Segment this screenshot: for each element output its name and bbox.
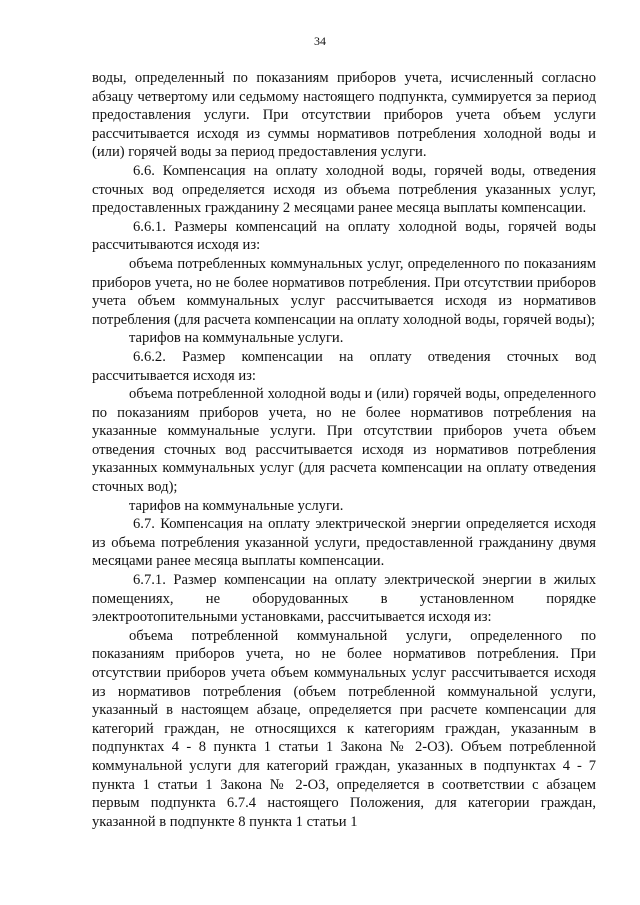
paragraph-6-6-2-volume: объема потребленной холодной воды и (или) горячей воды, определенного по показаниям приборов учета, но не более нормативов потребления на указанные коммунальные услуги. При отсутствии приборов учета объем отведения сточных вод рассчитывается исходя из нормативов потребления указанных коммунальных услуг (для расчета компенсации на оплату отведения сточных вод); [92,386,596,496]
document-body [92,69,596,831]
paragraph-6-7-1-volume: объема потребленной коммунальной услуги, определенного по показаниям приборов учета, но не более нормативов потребления. При отсутствии приборов учета объем коммунальных услуг рассчитывается исходя из нормативов потребления (объем потребленной коммунальной услуги, указанный в настоящем абзаце, определяется при расчете компенсации для категорий граждан, не относящихся к категориям граждан, указанным в подпунктах 4 - 8 пункта 1 статьи 1 Закона № 2-ОЗ). Объем потребленной коммунальной услуги для категорий граждан, указанных в подпунктах 4 - 7 пункта 1 статьи 1 Закона № 2-ОЗ, определяется в соответствии с абзацем первым подпункта 6.7.4 настоящего Положения, для категории граждан, указанной в подпункте 8 пункта 1 статьи 1 [92,627,596,830]
paragraph-6-6-2-tariffs: тарифов на коммунальные услуги. [129,497,344,514]
paragraph-6-6-1: 6.6.1. Размеры компенсаций на оплату холодной воды, горячей воды рассчитываются исходя из: [92,218,596,254]
paragraph-6-6-1-volume: объема потребленных коммунальных услуг, определенного по показаниям приборов учета, но не более нормативов потребления. При отсутствии приборов учета объем коммунальных услуг рассчитывается исходя из нормативов потребления (для расчета компенсации на оплату холодной воды, горячей воды); [92,255,596,328]
paragraph-6-6-2: 6.6.2. Размер компенсации на оплату отведения сточных вод рассчитывается исходя из: [92,348,596,384]
page-number: 34 [314,34,326,48]
paragraph-6-7-1: 6.7.1. Размер компенсации на оплату электрической энергии в жилых помещениях, не оборудованных в установленном порядке электроотопительными установками, рассчитывается исходя из: [92,572,596,626]
paragraph-6-6-1-tariffs: тарифов на коммунальные услуги. [129,330,344,347]
paragraph-continuation: воды, определенный по показаниям приборов учета, исчисленный согласно абзацу четвертому или седьмому настоящего подпункта, суммируется за период предоставления услуги. При отсутствии приборов учета объем услуги рассчитывается исходя из суммы нормативов потребления холодной воды и (или) горячей воды за период предоставления услуги. [92,70,596,161]
paragraph-6-6: 6.6. Компенсация на оплату холодной воды, горячей воды, отведения сточных вод определяется исходя из объема потребления указанных услуг, предоставленных гражданину 2 месяцами ранее месяца выплаты компенсации. [92,162,596,217]
paragraph-6-7: 6.7. Компенсация на оплату электрической энергии определяется исходя из объема потребления указанной услуги, предоставленной гражданину двумя месяцами ранее месяца выплаты компенсации. [92,516,596,570]
